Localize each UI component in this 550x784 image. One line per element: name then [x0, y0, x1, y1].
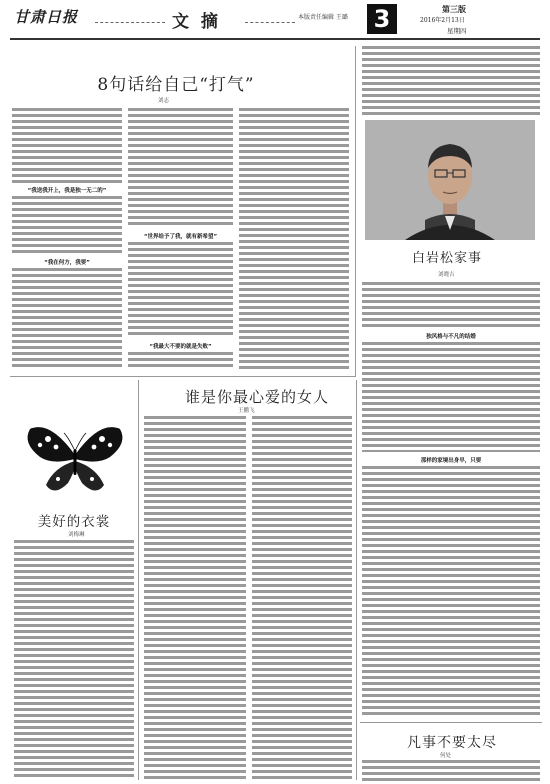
- article-3-title: 谁是你最心爱的女人: [184, 388, 329, 406]
- article-1-text-col2b: [128, 242, 233, 338]
- article-2-subhead-1: 独风格与不凡的结婚: [426, 334, 476, 340]
- article-2-text-c: [362, 466, 540, 718]
- article-1-title: 8句话给自己“打气”: [97, 75, 255, 95]
- article-1-text-col1a: [12, 108, 122, 183]
- article-1-text-col1b: [12, 196, 122, 256]
- section-title: 文 摘: [172, 12, 221, 32]
- column-divider-1: [355, 46, 356, 376]
- article-1-subhead-2: “我在何方，我要”: [44, 260, 90, 266]
- article-2-text-a: [362, 282, 540, 330]
- article-4-byline: 刘梅琳: [68, 532, 85, 538]
- article-5-title: 凡事不要太尽: [407, 735, 497, 751]
- article-1-subhead-1: “我送我开上，我是独一无二的”: [27, 188, 107, 194]
- column-divider-2: [138, 380, 139, 780]
- article-1-byline: 刘志: [158, 98, 170, 104]
- article-2-bottom-rule: [360, 722, 542, 723]
- article-3-text-col2: [252, 416, 352, 780]
- article-1-text-col2c: [128, 352, 233, 370]
- article-1-text-col1c: [12, 268, 122, 370]
- article-1-subhead-4: “我最大不要的就是失败”: [149, 344, 212, 350]
- article-2-byline: 刘晓吉: [438, 272, 455, 278]
- page-number-block: 3: [367, 4, 397, 34]
- portrait-photo: [365, 120, 535, 240]
- article-1-bottom-rule: [10, 376, 356, 377]
- header-dash-right: [245, 22, 295, 23]
- column-divider-3: [356, 380, 357, 780]
- header-rule: [10, 38, 540, 40]
- article-3-text-col1: [144, 416, 246, 780]
- article-2-title: 白岩松家事: [411, 251, 482, 266]
- issue-date: 2016年2月13日: [420, 17, 465, 24]
- article-5-byline: 何处: [440, 753, 452, 759]
- article-1-text-col3: [239, 108, 349, 370]
- issue-weekday: 星期四: [447, 27, 467, 35]
- article-2-subhead-2: 那样的家境出身早，只要: [420, 458, 482, 464]
- article-4-title: 美好的衣裳: [37, 514, 111, 530]
- masthead-logo: 甘肃日报: [14, 8, 79, 26]
- article-2-text-b: [362, 342, 540, 452]
- edition-label: 第三版: [442, 4, 466, 14]
- article-1-subhead-3: “世界给予了我，就有新希望”: [143, 234, 218, 240]
- article-4-text: [14, 540, 134, 780]
- article-3-byline: 王鹏飞: [238, 408, 255, 414]
- article-1-continued-text: [362, 46, 540, 116]
- article-1-text-col2a: [128, 108, 233, 228]
- butterfly-illustration: [20, 415, 130, 505]
- header-dash-left: [95, 22, 165, 23]
- article-5-text: [362, 760, 540, 782]
- editor-credit: 本版责任编辑 王璐: [298, 14, 348, 21]
